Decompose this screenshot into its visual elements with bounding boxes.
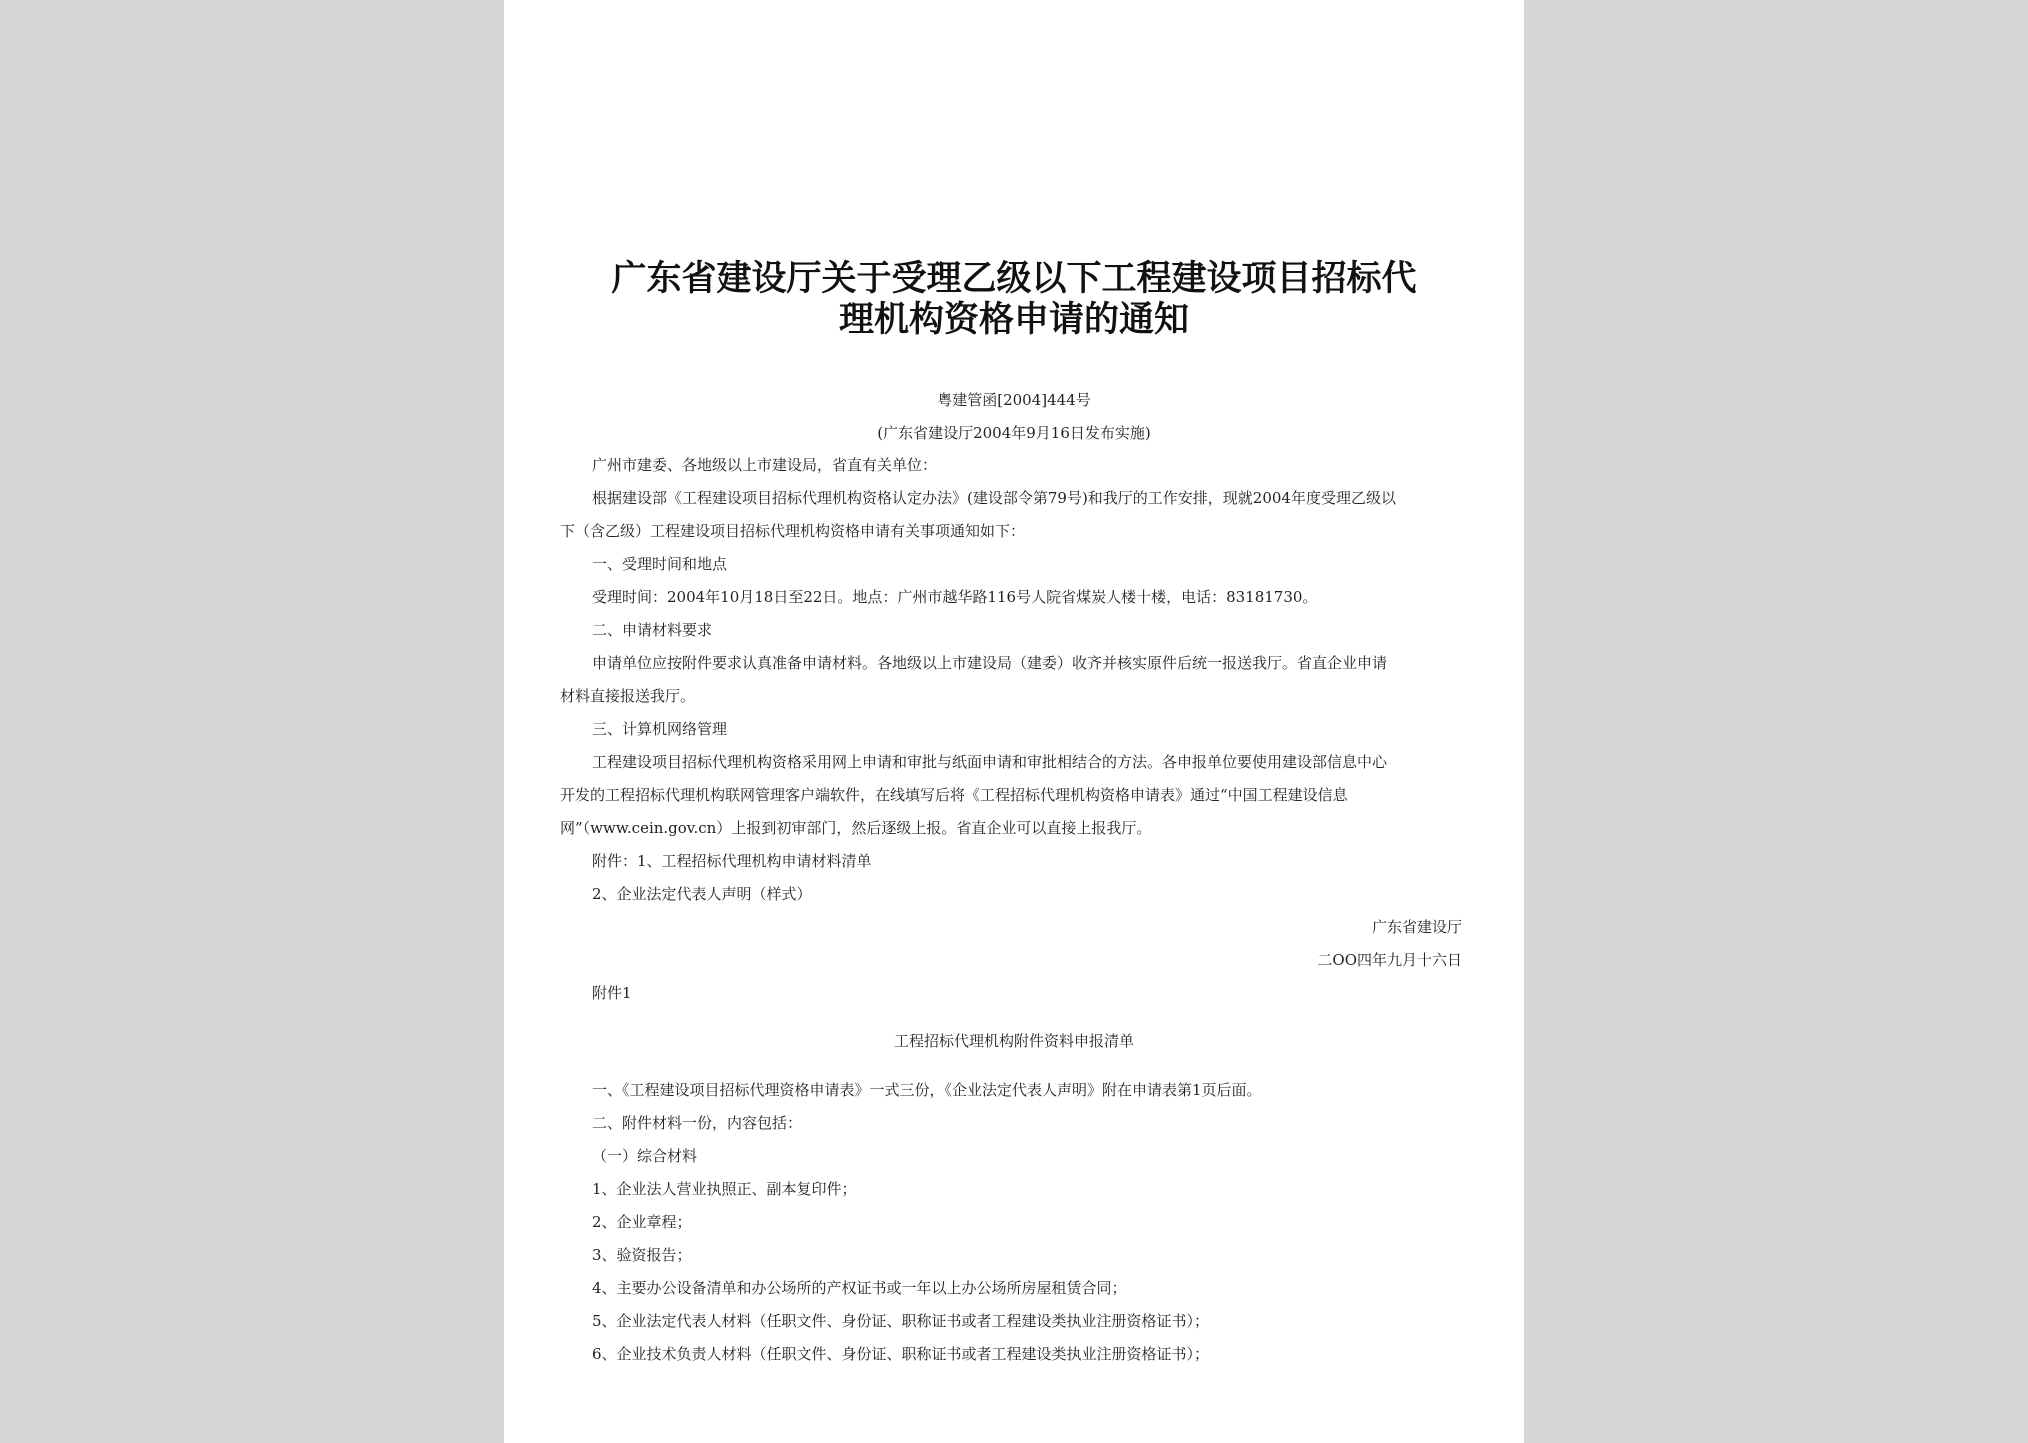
annex-item-3: （一）综合材料 [592, 1147, 698, 1165]
document-number: 粤建管函[2004]444号 [937, 391, 1091, 409]
annex-item-7: 4、主要办公设备清单和办公场所的产权证书或一年以上办公场所房屋租赁合同； [592, 1279, 1127, 1297]
section1-body: 受理时间：2004年10月18日至22日。地点：广州市越华路116号人院省煤炭人楼十楼，电话：83181730。 [592, 588, 1318, 606]
intro-line-1: 根据建设部《工程建设项目招标代理机构资格认定办法》(建设部令第79号)和我厅的工作安排，现就2004年度受理乙级以 [592, 489, 1396, 507]
signature-date: 二OO四年九月十六日 [1317, 951, 1462, 969]
annex-item-6: 3、验资报告； [592, 1246, 692, 1264]
annex-title: 工程招标代理机构附件资料申报清单 [893, 1032, 1134, 1050]
section1-heading: 一、受理时间和地点 [592, 555, 728, 573]
annex-label: 附件1 [592, 984, 632, 1002]
intro-line-2: 下（含乙级）工程建设项目招标代理机构资格申请有关事项通知如下： [560, 522, 1026, 540]
annex-item-8: 5、企业法定代表人材料（任职文件、身份证、职称证书或者工程建设类执业注册资格证书）； [592, 1312, 1210, 1330]
section3-body-line-3: 网”（www.cein.gov.cn）上报到初审部门，然后逐级上报。省直企业可以直接上报我厅。 [560, 819, 1152, 837]
signature-org: 广东省建设厅 [1371, 918, 1462, 936]
document-page [504, 0, 1524, 1443]
annex-item-1: 一、《工程建设项目招标代理资格申请表》一式三份，《企业法定代表人声明》附在申请表第1页后面。 [592, 1081, 1262, 1099]
section2-body-line-1: 申请单位应按附件要求认真准备申请材料。各地级以上市建设局（建委）收齐并核实原件后统一报送我厅。省直企业申请 [592, 654, 1388, 672]
attachment-item-1: 附件：1、工程招标代理机构申请材料清单 [592, 852, 872, 870]
annex-item-2: 二、附件材料一份，内容包括： [592, 1114, 803, 1132]
issue-note: (广东省建设厅2004年9月16日发布实施) [877, 424, 1151, 442]
attachment-item-2: 2、企业法定代表人声明（样式） [592, 885, 812, 903]
title-line-2: 理机构资格申请的通知 [838, 299, 1189, 340]
title-line-1: 广东省建设厅关于受理乙级以下工程建设项目招标代 [611, 258, 1417, 299]
annex-item-5: 2、企业章程； [592, 1213, 692, 1231]
section3-body-line-2: 开发的工程招标代理机构联网管理客户端软件，在线填写后将《工程招标代理机构资格申请表》通过“中国工程建设信息 [560, 786, 1348, 804]
annex-item-4: 1、企业法人营业执照正、副本复印件； [592, 1180, 857, 1198]
section2-heading: 二、申请材料要求 [592, 621, 713, 639]
document-title [564, 258, 1464, 340]
section3-body-line-1: 工程建设项目招标代理机构资格采用网上申请和审批与纸面申请和审批相结合的方法。各申报单位要使用建设部信息中心 [592, 753, 1388, 771]
section3-heading: 三、计算机网络管理 [592, 720, 728, 738]
annex-item-9: 6、企业技术负责人材料（任职文件、身份证、职称证书或者工程建设类执业注册资格证书）； [592, 1345, 1210, 1363]
section2-body-line-2: 材料直接报送我厅。 [560, 687, 696, 705]
salutation: 广州市建委、各地级以上市建设局，省直有关单位： [592, 456, 938, 474]
